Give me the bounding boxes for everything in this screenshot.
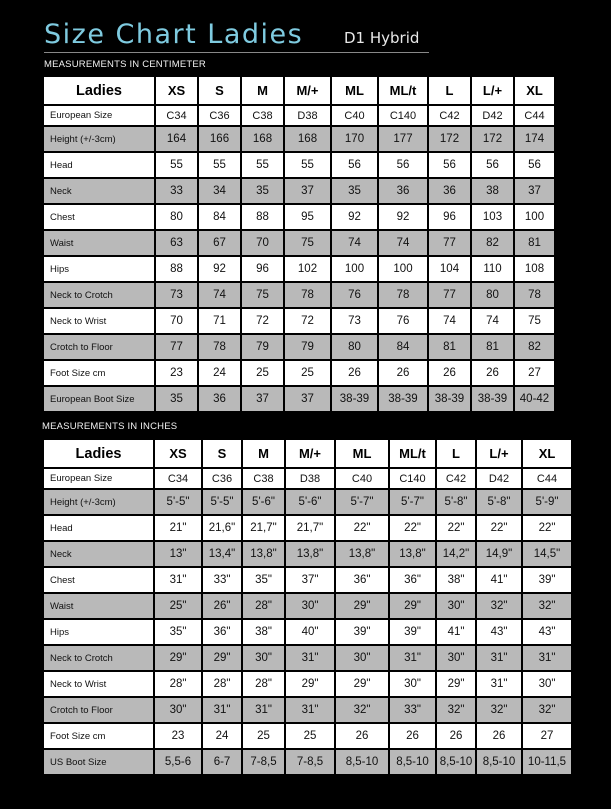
table-row [44, 516, 571, 540]
table-cell: 33 [156, 179, 197, 203]
size-header: S [199, 77, 240, 104]
table-cell: 10-11,5 [523, 750, 571, 774]
table-cell: 40" [286, 620, 334, 644]
table-cell: 36 [429, 179, 470, 203]
table-cell: 38-39 [429, 387, 470, 411]
table-cell: 37" [286, 568, 334, 592]
table-cell: 32" [336, 698, 388, 722]
table-cell: 36 [379, 179, 427, 203]
table-cell: 75 [515, 309, 554, 333]
table-cell: 71 [199, 309, 240, 333]
table-row [44, 127, 554, 151]
table-cell: 29" [203, 646, 241, 670]
table-cell: C42 [437, 469, 475, 488]
table-cell: 22" [390, 516, 435, 540]
table-cell: 73 [156, 283, 197, 307]
table-cell: 35 [242, 179, 283, 203]
row-label: Crotch to Floor [44, 335, 154, 359]
row-label: Neck to Crotch [44, 646, 153, 670]
size-table-cm [42, 75, 556, 413]
table-cell: 35" [155, 620, 201, 644]
table-cell: 56 [515, 153, 554, 177]
table-cell: 72 [285, 309, 330, 333]
row-label: Chest [44, 205, 154, 229]
table-cell: 31" [155, 568, 201, 592]
table-cell: 26 [437, 724, 475, 748]
table-cell: 27 [515, 361, 554, 385]
table-cell: 26 [336, 724, 388, 748]
table-cell: 33" [203, 568, 241, 592]
table-cell: 32" [523, 594, 571, 618]
table-row [44, 205, 554, 229]
table-cell: 27 [523, 724, 571, 748]
table-cell: 74 [472, 309, 513, 333]
table-cell: 30" [336, 646, 388, 670]
table-row [44, 594, 571, 618]
table-cell: 88 [242, 205, 283, 229]
table-cell: 7-8,5 [243, 750, 284, 774]
table-cell: 21,6" [203, 516, 241, 540]
table-cell: 29" [336, 672, 388, 696]
table-cell: 26 [472, 361, 513, 385]
table-row [44, 179, 554, 203]
page-title: Size Chart Ladies [44, 19, 304, 50]
table-cell: 38-39 [379, 387, 427, 411]
size-header: XS [156, 77, 197, 104]
table-cell: 95 [285, 205, 330, 229]
table-cell: 5'-5" [203, 490, 241, 514]
table-cell: 79 [285, 335, 330, 359]
size-header: S [203, 440, 241, 467]
table-cell: 21,7" [286, 516, 334, 540]
table-cell: 67 [199, 231, 240, 255]
row-label: Chest [44, 568, 153, 592]
table-cell: C38 [243, 469, 284, 488]
table-cell: 5,5-6 [155, 750, 201, 774]
row-label: Neck to Wrist [44, 309, 154, 333]
table-cell: 36 [199, 387, 240, 411]
table-cell: 78 [379, 283, 427, 307]
table-cell: 8,5-10 [477, 750, 521, 774]
table-cell: 77 [156, 335, 197, 359]
size-header: M [242, 77, 283, 104]
table-cell: 23 [155, 724, 201, 748]
size-header: M/+ [286, 440, 334, 467]
table-cell: 25" [155, 594, 201, 618]
table-cell: 23 [156, 361, 197, 385]
table-cell: 81 [515, 231, 554, 255]
table-cell: 8,5-10 [336, 750, 388, 774]
table-cell: 14,5" [523, 542, 571, 566]
table-cell: 55 [242, 153, 283, 177]
table-cell: 38 [472, 179, 513, 203]
size-header: ML [336, 440, 388, 467]
table-cell: D42 [477, 469, 521, 488]
table-cell: 30" [437, 646, 475, 670]
table-cell: C140 [379, 106, 427, 125]
table-cell: 30" [523, 672, 571, 696]
table-cell: 80 [472, 283, 513, 307]
size-header: ML/t [390, 440, 435, 467]
table-cell: 22" [523, 516, 571, 540]
table-cell: 26 [477, 724, 521, 748]
table-cell: 34 [199, 179, 240, 203]
table-cell: 28" [203, 672, 241, 696]
size-header: ML/t [379, 77, 427, 104]
table-cell: 31" [286, 698, 334, 722]
table-cell: 25 [286, 724, 334, 748]
table-cell: 82 [472, 231, 513, 255]
row-label: Neck to Crotch [44, 283, 154, 307]
row-label: Crotch to Floor [44, 698, 153, 722]
table-cell: 56 [332, 153, 377, 177]
table-cell: C36 [199, 106, 240, 125]
table-cell: 174 [515, 127, 554, 151]
table-cell: 100 [379, 257, 427, 281]
table-cell: 39" [336, 620, 388, 644]
table-cell: 70 [242, 231, 283, 255]
table-cell: 168 [285, 127, 330, 151]
table-cell: C44 [515, 106, 554, 125]
row-label: Foot Size cm [44, 361, 154, 385]
table-row [44, 153, 554, 177]
table-cell: 74 [199, 283, 240, 307]
table-cell: 22" [336, 516, 388, 540]
table-cell: 6-7 [203, 750, 241, 774]
size-table-inches [42, 438, 573, 776]
table-cell: 43" [477, 620, 521, 644]
table-cell: C140 [390, 469, 435, 488]
table-cell: 78 [285, 283, 330, 307]
table-row [44, 283, 554, 307]
table-cell: 74 [379, 231, 427, 255]
table-cell: 73 [332, 309, 377, 333]
row-label: US Boot Size [44, 750, 153, 774]
table-cell: 21,7" [243, 516, 284, 540]
table-cell: 36" [336, 568, 388, 592]
table-cell: 88 [156, 257, 197, 281]
table-cell: 38" [243, 620, 284, 644]
row-label: European Boot Size [44, 387, 154, 411]
table-cell: 29" [286, 672, 334, 696]
table-cell: 75 [242, 283, 283, 307]
table-row [44, 698, 571, 722]
table-cell: 92 [332, 205, 377, 229]
table-cell: 38" [437, 568, 475, 592]
table-cell: 56 [472, 153, 513, 177]
row-label: Waist [44, 594, 153, 618]
table-row [44, 750, 571, 774]
size-header: ML [332, 77, 377, 104]
table-cell: 36" [390, 568, 435, 592]
table-cell: 100 [332, 257, 377, 281]
row-label: Height (+/-3cm) [44, 127, 154, 151]
table-cell: C38 [242, 106, 283, 125]
table-cell: C40 [336, 469, 388, 488]
table-cell: 77 [429, 283, 470, 307]
table-row [44, 231, 554, 255]
table-cell: 26 [429, 361, 470, 385]
table-cell: 22" [477, 516, 521, 540]
table-cell: 37 [242, 387, 283, 411]
table-cell: 31" [477, 646, 521, 670]
table-cell: 8,5-10 [390, 750, 435, 774]
row-label: European Size [44, 106, 154, 125]
table-cell: 29" [336, 594, 388, 618]
table-cell: 30" [437, 594, 475, 618]
table-cell: 166 [199, 127, 240, 151]
row-label: Height (+/-3cm) [44, 490, 153, 514]
table-cell: 28" [155, 672, 201, 696]
table-cell: 26 [332, 361, 377, 385]
title-block [44, 18, 429, 52]
table-cell: 5'-5" [155, 490, 201, 514]
table-cell: 84 [379, 335, 427, 359]
table-cell: 31" [390, 646, 435, 670]
size-header: L [429, 77, 470, 104]
table-cell: 38-39 [332, 387, 377, 411]
table-cell: 25 [243, 724, 284, 748]
table-cell: 31" [203, 698, 241, 722]
table-cell: 22" [437, 516, 475, 540]
table-cell: 30" [155, 698, 201, 722]
table-row [44, 672, 571, 696]
table-cell: 77 [429, 231, 470, 255]
table-cell: 25 [285, 361, 330, 385]
table-cell: 80 [156, 205, 197, 229]
table-cell: 5'-9" [523, 490, 571, 514]
table-cell: 26 [379, 361, 427, 385]
title-underline [44, 52, 429, 53]
row-label: Hips [44, 257, 154, 281]
table-cell: 5'-7" [390, 490, 435, 514]
row-label: Neck [44, 542, 153, 566]
table-cell: 24 [203, 724, 241, 748]
table-row [44, 335, 554, 359]
table-cell: 29" [390, 594, 435, 618]
table-cell: C36 [203, 469, 241, 488]
table-cell: 14,9" [477, 542, 521, 566]
table-cell: 13,8" [286, 542, 334, 566]
header-label: Ladies [44, 77, 154, 104]
table-cell: 29" [437, 672, 475, 696]
table-cell: 76 [332, 283, 377, 307]
table-cell: 63 [156, 231, 197, 255]
table-cell: 76 [379, 309, 427, 333]
table-cell: 25 [242, 361, 283, 385]
table-cell: 30" [390, 672, 435, 696]
table-cell: 5'-7" [336, 490, 388, 514]
table-row [44, 724, 571, 748]
table-cell: 102 [285, 257, 330, 281]
size-header: L/+ [477, 440, 521, 467]
table-row [44, 620, 571, 644]
table-cell: 82 [515, 335, 554, 359]
header-label: Ladies [44, 440, 153, 467]
table-cell: 39" [523, 568, 571, 592]
table-cell: 28" [243, 594, 284, 618]
size-header: XL [523, 440, 571, 467]
header-row [44, 440, 571, 467]
table-cell: 80 [332, 335, 377, 359]
table-cell: 172 [429, 127, 470, 151]
table-cell: 32" [477, 698, 521, 722]
section-label-inches: MEASUREMENTS IN INCHES [42, 421, 178, 432]
table-cell: 24 [199, 361, 240, 385]
size-header: M/+ [285, 77, 330, 104]
table-cell: 103 [472, 205, 513, 229]
table-cell: 5'-6" [286, 490, 334, 514]
size-header: XL [515, 77, 554, 104]
page-subtitle: D1 Hybrid [344, 29, 420, 47]
table-cell: C34 [155, 469, 201, 488]
table-cell: 41" [477, 568, 521, 592]
table-cell: 5'-8" [437, 490, 475, 514]
european-size-row [44, 469, 571, 488]
table-cell: 39" [390, 620, 435, 644]
table-cell: 168 [242, 127, 283, 151]
table-cell: 31" [477, 672, 521, 696]
table-cell: 78 [515, 283, 554, 307]
size-header: L/+ [472, 77, 513, 104]
size-header: L [437, 440, 475, 467]
table-row [44, 646, 571, 670]
table-cell: 21" [155, 516, 201, 540]
table-cell: 110 [472, 257, 513, 281]
table-cell: 5'-6" [243, 490, 284, 514]
table-cell: 38-39 [472, 387, 513, 411]
table-cell: 14,2" [437, 542, 475, 566]
table-cell: 31" [243, 698, 284, 722]
table-cell: 30" [243, 646, 284, 670]
table-cell: 13,8" [336, 542, 388, 566]
table-cell: 55 [199, 153, 240, 177]
table-cell: 13,8" [243, 542, 284, 566]
table-cell: 33" [390, 698, 435, 722]
size-header: M [243, 440, 284, 467]
table-cell: 13,8" [390, 542, 435, 566]
row-label: Hips [44, 620, 153, 644]
table-cell: 72 [242, 309, 283, 333]
table-cell: 13" [155, 542, 201, 566]
table-cell: 26 [390, 724, 435, 748]
table-cell: 5'-8" [477, 490, 521, 514]
table-cell: 30" [286, 594, 334, 618]
table-cell: 31" [286, 646, 334, 670]
table-cell: 36" [203, 620, 241, 644]
table-cell: 35 [156, 387, 197, 411]
table-cell: 70 [156, 309, 197, 333]
table-cell: 74 [429, 309, 470, 333]
table-cell: 75 [285, 231, 330, 255]
table-cell: C44 [523, 469, 571, 488]
table-cell: 84 [199, 205, 240, 229]
table-row [44, 568, 571, 592]
table-cell: 35" [243, 568, 284, 592]
table-cell: 78 [199, 335, 240, 359]
european-size-row [44, 106, 554, 125]
row-label: Neck [44, 179, 154, 203]
table-cell: 108 [515, 257, 554, 281]
table-cell: 32" [523, 698, 571, 722]
header-row [44, 77, 554, 104]
table-row [44, 387, 554, 411]
row-label: Waist [44, 231, 154, 255]
table-cell: 96 [242, 257, 283, 281]
table-cell: 81 [472, 335, 513, 359]
section-label-cm: MEASUREMENTS IN CENTIMETER [44, 59, 206, 70]
table-cell: 172 [472, 127, 513, 151]
table-row [44, 490, 571, 514]
table-cell: D38 [285, 106, 330, 125]
table-cell: 28" [243, 672, 284, 696]
table-cell: 37 [515, 179, 554, 203]
table-cell: 96 [429, 205, 470, 229]
table-cell: D38 [286, 469, 334, 488]
table-cell: 100 [515, 205, 554, 229]
row-label: European Size [44, 469, 153, 488]
table-cell: 74 [332, 231, 377, 255]
table-row [44, 309, 554, 333]
table-cell: 29" [155, 646, 201, 670]
table-cell: 56 [379, 153, 427, 177]
row-label: Foot Size cm [44, 724, 153, 748]
table-cell: 35 [332, 179, 377, 203]
table-cell: 37 [285, 179, 330, 203]
table-row [44, 257, 554, 281]
table-cell: 56 [429, 153, 470, 177]
table-cell: 32" [477, 594, 521, 618]
table-cell: 26" [203, 594, 241, 618]
table-cell: 32" [437, 698, 475, 722]
table-cell: 8,5-10 [437, 750, 475, 774]
table-cell: 13,4" [203, 542, 241, 566]
table-cell: 92 [379, 205, 427, 229]
table-cell: 40-42 [515, 387, 554, 411]
table-row [44, 361, 554, 385]
table-cell: 81 [429, 335, 470, 359]
table-cell: D42 [472, 106, 513, 125]
size-header: XS [155, 440, 201, 467]
table-cell: 31" [523, 646, 571, 670]
row-label: Neck to Wrist [44, 672, 153, 696]
table-cell: 43" [523, 620, 571, 644]
row-label: Head [44, 153, 154, 177]
table-cell: 55 [285, 153, 330, 177]
table-cell: 7-8,5 [286, 750, 334, 774]
table-cell: 79 [242, 335, 283, 359]
table-cell: C40 [332, 106, 377, 125]
table-cell: 177 [379, 127, 427, 151]
table-row [44, 542, 571, 566]
table-cell: 92 [199, 257, 240, 281]
table-cell: 55 [156, 153, 197, 177]
table-cell: 164 [156, 127, 197, 151]
table-cell: 170 [332, 127, 377, 151]
table-cell: 37 [285, 387, 330, 411]
row-label: Head [44, 516, 153, 540]
table-cell: 41" [437, 620, 475, 644]
table-cell: C34 [156, 106, 197, 125]
table-cell: C42 [429, 106, 470, 125]
table-cell: 104 [429, 257, 470, 281]
